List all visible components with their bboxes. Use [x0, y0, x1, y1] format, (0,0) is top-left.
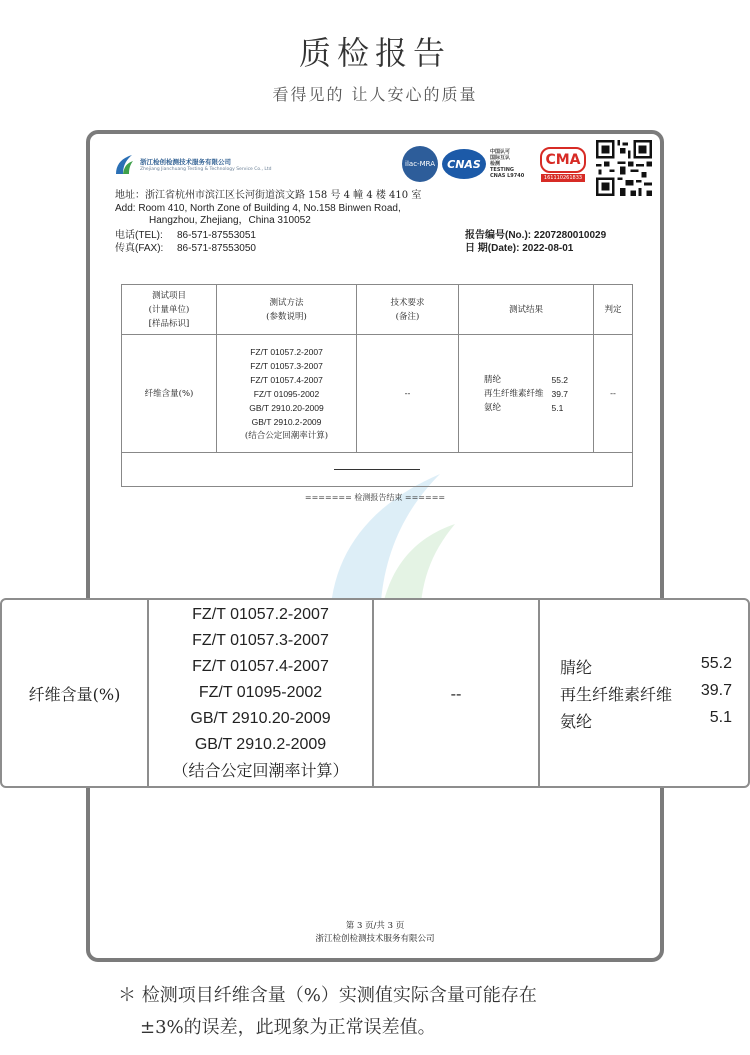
table-header-row	[122, 285, 633, 335]
zoom-results: 腈纶 55.2 再生纤维素纤维 39.7 氨纶 5.1	[559, 654, 732, 731]
zoom-item: 纤维含量(%)	[2, 600, 148, 786]
org-name-en: Zhejiang Jianchuang Testing & Technology Service Co., Ltd	[140, 166, 272, 172]
report-end-marker: ======= 检测报告结束 ======	[304, 493, 446, 502]
cell-requirement: --	[357, 335, 459, 453]
address-en-line2: Hangzhou, Zhejiang，China 310052	[149, 215, 311, 226]
company-logo	[112, 152, 272, 176]
tel-value: 86-571-87553051	[177, 230, 256, 241]
testing-accreditation-text: 中国认可 国际互认 检测 TESTING CNAS L9740	[490, 149, 525, 179]
page-footer	[90, 920, 660, 946]
header-test-method: 测试方法 (参数说明)	[217, 285, 357, 335]
fax-value: 86-571-87553050	[177, 243, 256, 254]
zoom-methods: FZ/T 01057.2-2007 FZ/T 01057.3-2007 FZ/T 01057.4-2007 FZ/T 01095-2002 GB/T 2910.20-2009 GB/T 2910.2-2009 （结合公定回潮率计算）	[148, 600, 373, 786]
report-number: 报告编号(No.): 2207280010029	[465, 230, 607, 241]
page-number: 第 3 页/共 3 页	[345, 921, 405, 931]
cell-methods: FZ/T 01057.2-2007 FZ/T 01057.3-2007 FZ/T 01057.4-2007 FZ/T 01095-2002 GB/T 2910.20-2009 GB/T 2910.2-2009 (结合公定回潮率计算)	[217, 335, 357, 453]
header-result: 测试结果	[459, 285, 594, 335]
note-line-1: ＊ 检测项目纤维含量（%）实测值实际含量可能存在	[118, 985, 537, 1006]
header-judgement: 判定	[594, 285, 633, 335]
cell-item: 纤维含量(%)	[122, 335, 217, 453]
address-block	[115, 190, 421, 228]
cma-logo: CMA 161110261833	[540, 147, 586, 182]
zoom-requirement: --	[373, 600, 539, 786]
header-requirement: 技术要求 (备注)	[357, 285, 459, 335]
contact-block	[115, 229, 256, 255]
report-document	[86, 130, 664, 962]
note-line-2: ±3%的误差，此现象为正常误差值。	[140, 1017, 436, 1038]
address-cn: 地址：浙江省杭州市滨江区长河街道滨文路 158 号 4 幢 4 楼 410 室	[115, 190, 422, 201]
address-en-line1: Add: Room 410, North Zone of Building 4, No.158 Binwen Road,	[115, 202, 401, 214]
tolerance-note	[118, 980, 648, 1044]
zoomed-results-panel	[0, 598, 750, 788]
certification-marks	[402, 146, 586, 182]
cell-judgement: --	[594, 335, 633, 453]
ilac-mra-logo: ilac-MRA	[402, 146, 438, 182]
page-title: 质检报告	[298, 34, 451, 72]
header-test-item: 测试项目 (计量单位) [样品标识]	[122, 285, 217, 335]
cnas-logo: CNAS	[442, 149, 486, 179]
report-date: 日 期(Date): 2022-08-01	[465, 243, 574, 254]
cell-results: 腈纶 55.2 再生纤维素纤维 39.7 氨纶 5.1	[459, 335, 594, 453]
page-subtitle: 看得见的 让人安心的质量	[272, 85, 478, 104]
fax-label: 传真(FAX):	[115, 243, 164, 254]
qr-code-icon[interactable]	[596, 140, 652, 196]
report-meta	[465, 229, 606, 255]
table-empty-row	[122, 453, 633, 487]
zoomed-results-table	[2, 600, 750, 786]
tel-label: 电话(TEL):	[115, 230, 163, 241]
table-row	[122, 335, 633, 453]
org-name-cn: 浙江检创检测技术服务有限公司	[140, 157, 231, 166]
footer-org: 浙江检创检测技术服务有限公司	[315, 934, 435, 944]
company-logo-icon	[112, 152, 136, 176]
table-row	[2, 600, 750, 786]
results-table	[121, 284, 633, 487]
